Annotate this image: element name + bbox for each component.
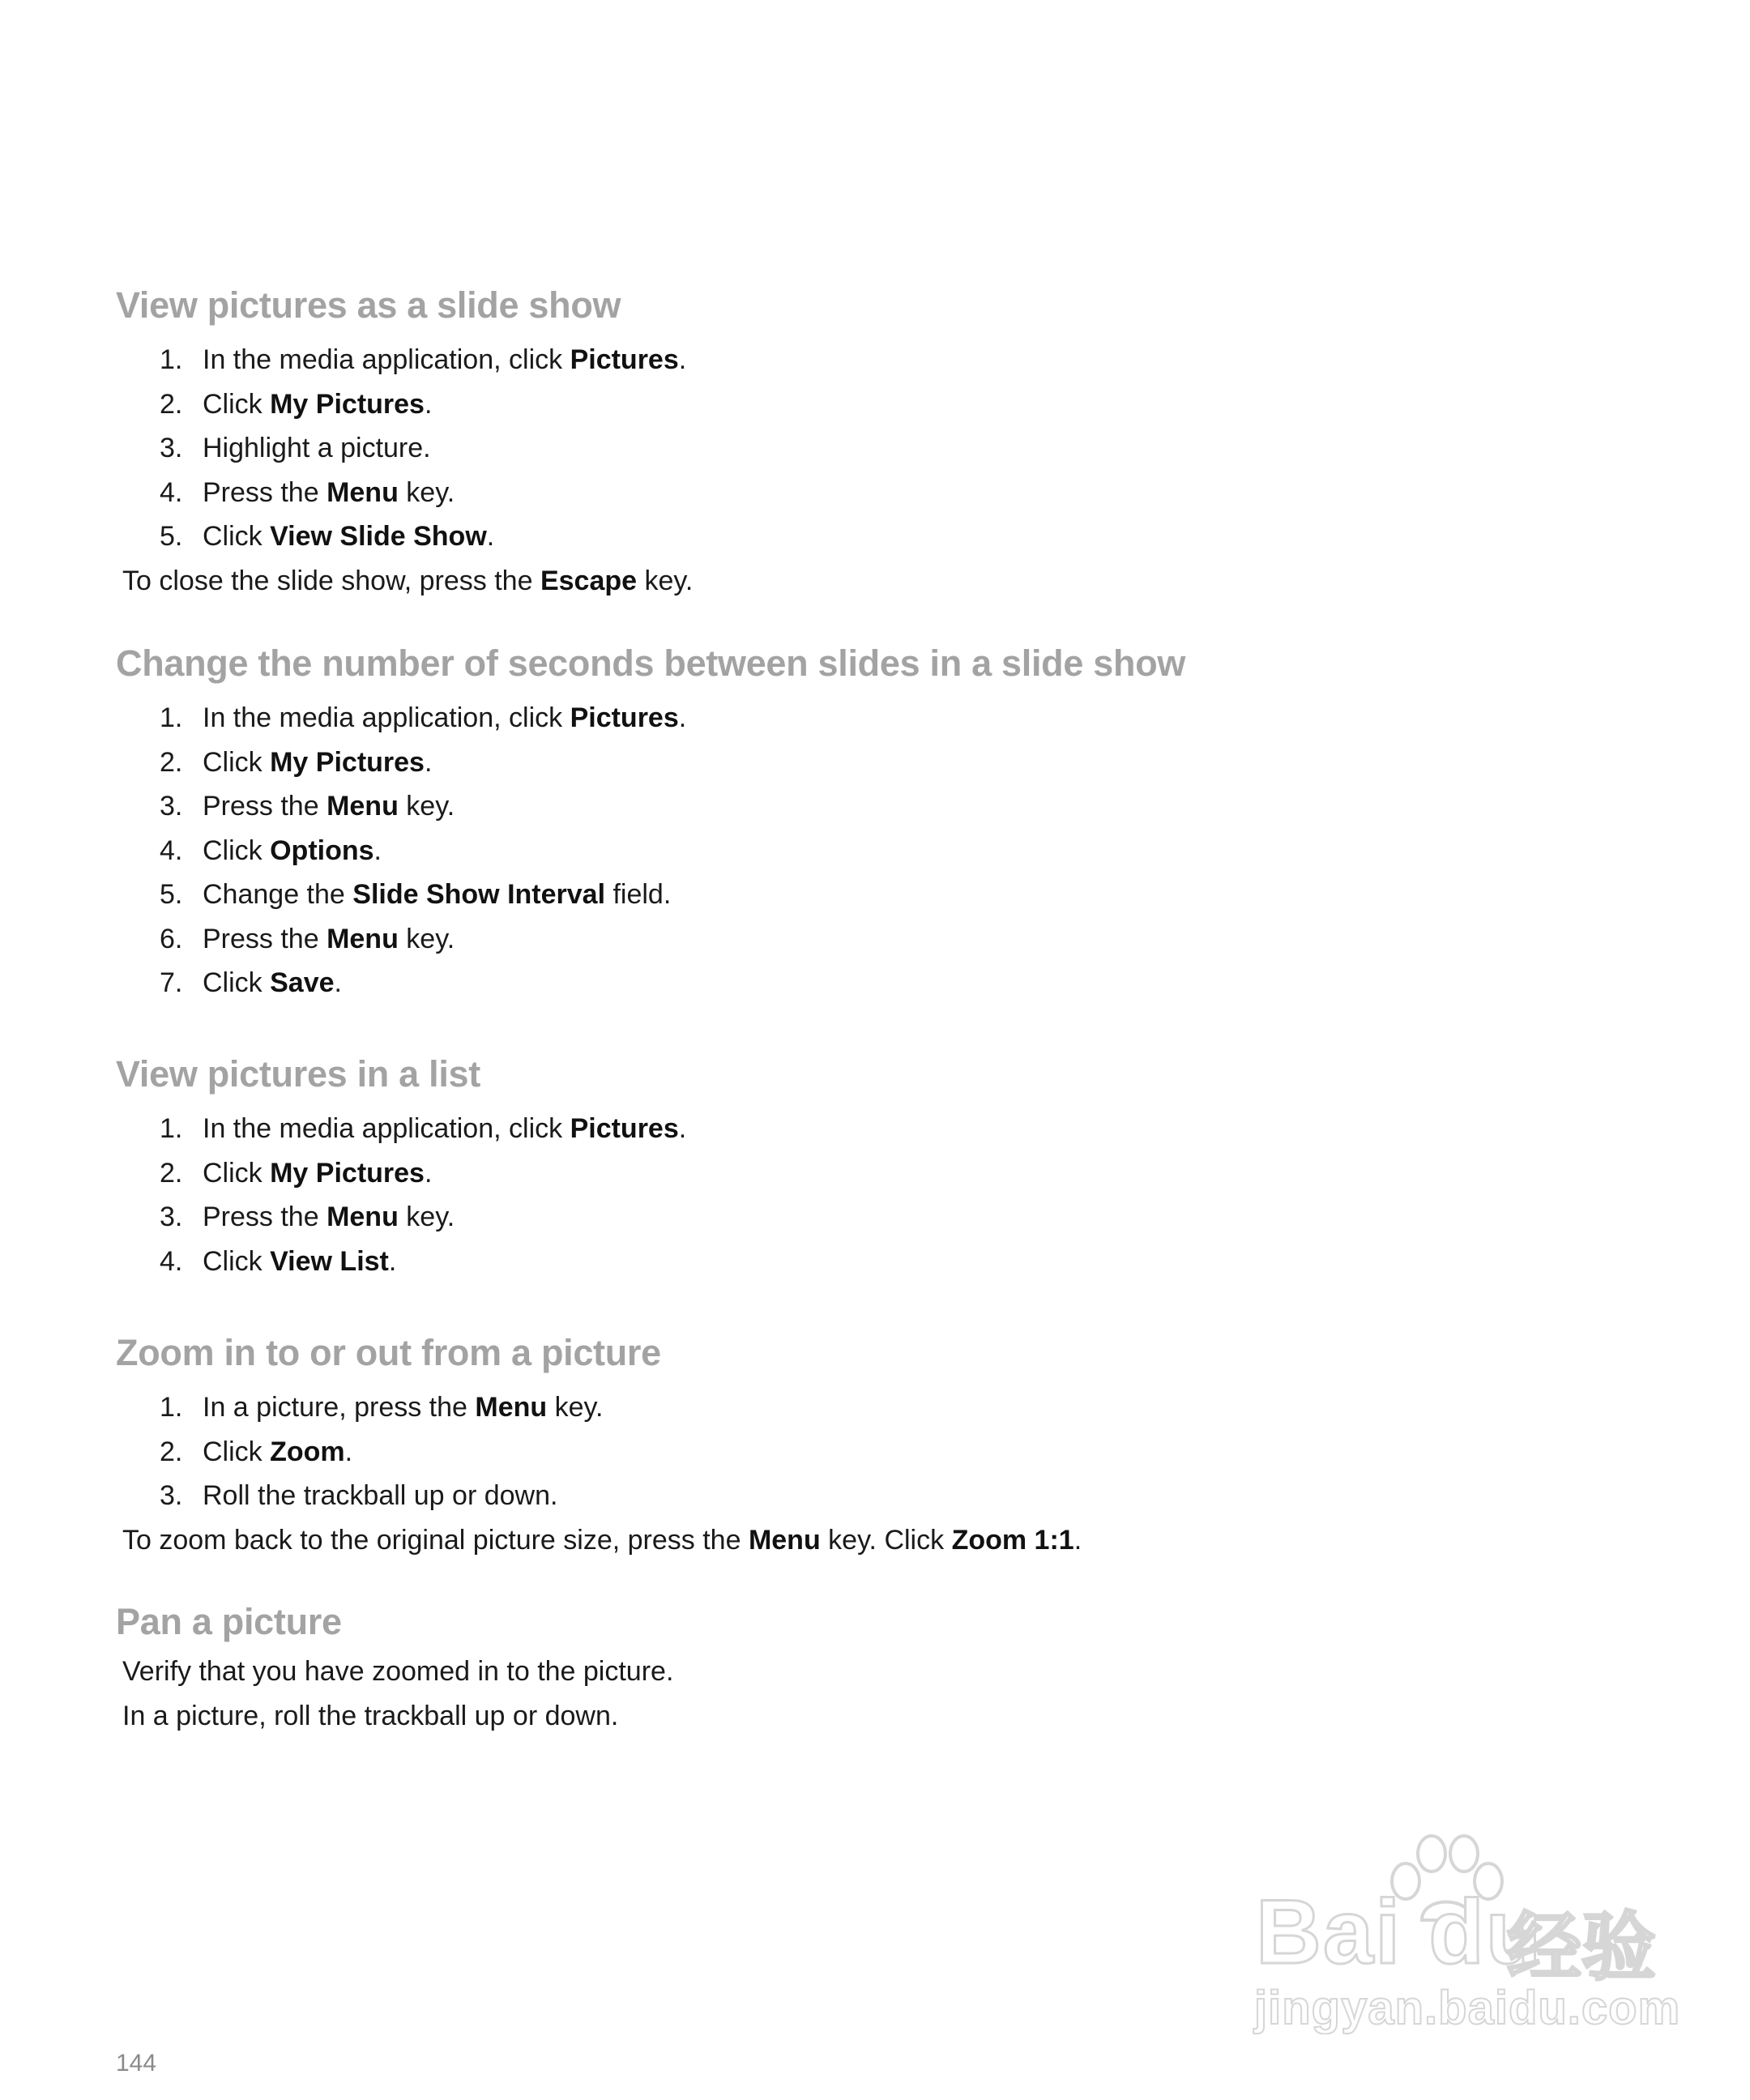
steps-list — [116, 338, 1655, 559]
paragraph: In a picture, roll the trackball up or down. — [122, 1700, 619, 1731]
list-item: 3. Press the Menu key. — [160, 1202, 455, 1232]
list-item: 3. Press the Menu key. — [160, 791, 455, 822]
list-item: 3. Highlight a picture. — [160, 433, 431, 463]
section-title: Pan a picture — [116, 1601, 342, 1642]
list-item: 4. Press the Menu key. — [160, 476, 455, 508]
list-item: 3. Roll the trackball up or down. — [160, 1480, 558, 1511]
page-number: 144 — [116, 2050, 157, 2077]
list-item: 2. Click Zoom. — [160, 1436, 353, 1467]
list-item: 4. Click Options. — [160, 834, 382, 866]
list-item: 1. In the media application, click Pictures. — [160, 702, 687, 733]
section-title: Change the number of seconds between slides in a slide show — [116, 642, 1186, 684]
watermark-logo-cn: 经验 — [1507, 1906, 1657, 1989]
list-item: 5. Change the Slide Show Interval field. — [160, 879, 672, 910]
list-item: 7. Click Save. — [160, 967, 342, 998]
list-item: 1. In the media application, click Pictures. — [160, 344, 687, 375]
note-text: To close the slide show, press the Escape key. — [122, 565, 694, 596]
baidu-watermark — [1240, 1831, 1681, 2042]
section-title: View pictures in a list — [116, 1053, 480, 1095]
list-item: 2. Click My Pictures. — [160, 1157, 433, 1189]
watermark-url: jingyan.baidu.com — [1254, 1982, 1681, 2034]
paragraph: Verify that you have zoomed in to the picture. — [122, 1656, 674, 1687]
list-item: 6. Press the Menu key. — [160, 923, 455, 954]
section-slide-show — [116, 281, 1655, 603]
list-item: 1. In the media application, click Pictures. — [160, 1113, 687, 1144]
list-item: 4. Click View List. — [160, 1245, 397, 1277]
section-slide-interval — [116, 639, 1655, 1005]
list-item: 2. Click My Pictures. — [160, 746, 433, 778]
section-list-view — [116, 1050, 1655, 1283]
note-text: To zoom back to the original picture size, press the Menu key. Click Zoom 1:1. — [122, 1524, 1082, 1556]
list-item: 2. Click My Pictures. — [160, 388, 433, 420]
steps-list — [116, 696, 1655, 1005]
list-item: 5. Click View Slide Show. — [160, 521, 495, 552]
steps-list — [116, 1107, 1655, 1283]
section-pan — [116, 1598, 1655, 1738]
list-item: 1. In a picture, press the Menu key. — [160, 1392, 604, 1423]
section-title: Zoom in to or out from a picture — [116, 1332, 661, 1373]
steps-list — [116, 1385, 1655, 1518]
section-zoom — [116, 1329, 1655, 1562]
section-title: View pictures as a slide show — [116, 284, 621, 326]
watermark-logo: Bai du — [1256, 1881, 1543, 1983]
